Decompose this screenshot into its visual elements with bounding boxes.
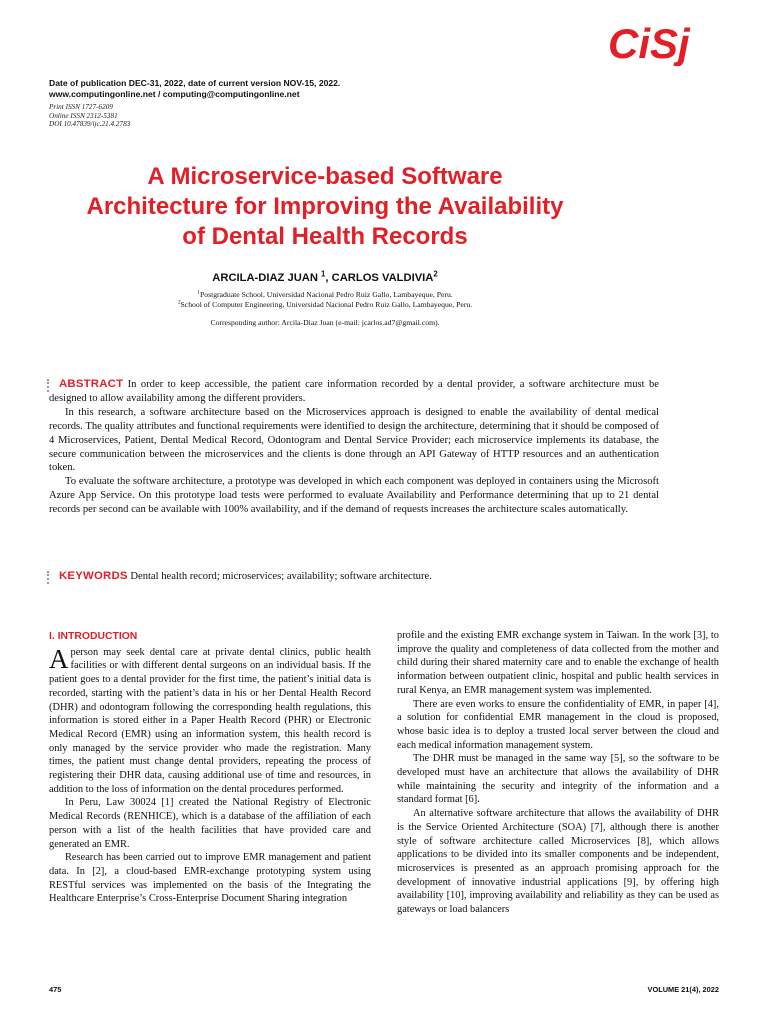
author-affil-sup: 2	[433, 269, 438, 279]
author-name: CARLOS VALDIVIA	[331, 272, 434, 284]
publication-info	[49, 78, 609, 100]
affiliations	[40, 290, 610, 310]
affil-sup: 2	[177, 299, 181, 306]
abstract	[49, 378, 659, 517]
abstract-p2: In this research, a software architecture based on the Microservices approach is designed to enable the availability of dental medical records. The quality attributes and functional requirements were identified to design the architecture, determining that it should be composed of 4 Microservices, Patient, Dental Medical Record, Odontogram and Dental Service Provider; each microservice implements its database, the secure communication between the microservices and the clients is done through an API Gateway of HTTP resources and an authentication token.	[49, 406, 659, 474]
paper-title	[40, 162, 610, 252]
print-issn: Print ISSN 1727-6209	[49, 103, 113, 111]
keywords	[49, 570, 659, 584]
intro-c2p4: An alternative software architecture that allows the availability of DHR is the Service Oriented Architecture (SOA) [7], although there is another style of software architecture called Microservices [8], which allows applications to be divided into its smaller components and be independent, microservices is presented as an approach promising approach for the development of innovative industrial applications [9], by offering high availability [10], improving availability and reliability as they can be used as gateways or load balancers	[397, 808, 719, 916]
publication-date: Date of publication DEC-31, 2022, date of current version NOV-15, 2022.	[49, 78, 341, 88]
column-right	[397, 629, 719, 917]
publication-web[interactable]: www.computingonline.net / computing@computingonline.net	[49, 89, 300, 99]
journal-logo	[608, 22, 726, 66]
affiliation	[40, 290, 610, 300]
affil-sup: 1	[197, 289, 200, 296]
online-issn: Online ISSN 2312-5381	[49, 111, 118, 120]
issn-block	[49, 103, 349, 129]
intro-p3: Research has been carried out to improve EMR management and patient data. In [2], a cloud-based EMR-exchange prototyping system using RESTful services was implemented on the basis of the Integrating the Healthcare Enterprise’s Cross-Enterprise Document Sharing integration	[49, 852, 371, 905]
drop-cap: A	[49, 643, 69, 674]
author-separator: ,	[325, 272, 332, 284]
affil-text: Postgraduate School, Universidad Nacional Pedro Ruiz Gallo, Lambayeque, Peru.	[199, 290, 453, 299]
intro-c2p3: The DHR must be managed in the same way [5], so the software to be developed must have an architecture that allows the availability of DHR while maintaining the security and integrity of the information and a standard format [6].	[397, 753, 719, 806]
affil-text: School of Computer Engineering, Universidad Nacional Pedro Ruiz Gallo, Lambayeque, Peru.	[180, 299, 473, 309]
title-line: A Microservice-based Software	[147, 163, 503, 190]
column-left	[49, 630, 371, 906]
intro-c2p1: profile and the existing EMR exchange system in Taiwan. In the work [3], to improve the quality and completeness of data collected from the mother and child during their shared maternity care and to enable the exchange of health information between outpatient clinic, hospital and public health services in rural Kenya, an EMR management system was implemented.	[397, 630, 719, 696]
corresponding-author: Corresponding author: Arcila-Diaz Juan (e-mail: jcarlos.ad7@gmail.com).	[210, 318, 440, 327]
keywords-text: Dental health record; microservices; availability; software architecture.	[130, 571, 432, 582]
section-heading: I. INTRODUCTION	[49, 631, 138, 642]
logo-text: CiSj	[608, 22, 690, 66]
page-number: 475	[49, 985, 62, 994]
intro-p2: In Peru, Law 30024 [1] created the National Registry of Electronic Medical Records (RENHICE), which is a database of the affiliation of each person with a list of the health facilities that have provided care and generated an EMR.	[49, 797, 371, 850]
doi[interactable]: DOI 10.47839/ijc.21.4.2783	[49, 120, 131, 129]
affiliation	[40, 300, 610, 310]
abstract-heading: ABSTRACT	[59, 378, 124, 390]
abstract-p3: To evaluate the software architecture, a prototype was developed in which each component was deployed in containers using the Microsoft Azure App Service. On this prototype load tests were performed to evaluate Availability and Performance determining that up to 21 dental records per second can be available with 100% availability, and if the demand of requests increases the architecture scales automatically.	[49, 476, 659, 516]
intro-p1: person may seek dental care at private dental clinics, public health facilities or with different dental surgeons on an individual basis. If the patient goes to a dental provider for the first time, the patient’s initial data is recorded, starting with the patient’s data in his or her Dental Health Record (DHR) and odontogram following the corresponding health regulations, this information is stored either in a Paper Health Record (PHR) or Electronic Medical Record (EMR) using an information system, this health record is only managed by the service provider who made the registration. Many times, the patient must change dental providers, repeating the process of registering their DHR data, causing additional use of time and resources, in addition to the loss of information on the dental procedures performed.	[49, 646, 371, 795]
abstract-p1: In order to keep accessible, the patient care information recorded by a dental provider, a software architecture must be designed to allow availability among the different providers.	[49, 379, 660, 404]
author-affil-sup: 1	[321, 269, 326, 279]
author-list	[40, 269, 610, 284]
keywords-heading: KEYWORDS	[59, 570, 128, 582]
author-name: ARCILA-DIAZ JUAN	[212, 272, 318, 284]
intro-c2p2: There are even works to ensure the confidentiality of EMR, in paper [4], a solution for confidential EMR management in the cloud is proposed, whose basic idea is to deploy a trusted local server between the cloud and each medical information management system.	[397, 698, 719, 751]
volume-info: VOLUME 21(4), 2022	[647, 985, 719, 994]
title-line: of Dental Health Records	[182, 223, 468, 250]
title-line: Architecture for Improving the Availability	[86, 193, 564, 220]
